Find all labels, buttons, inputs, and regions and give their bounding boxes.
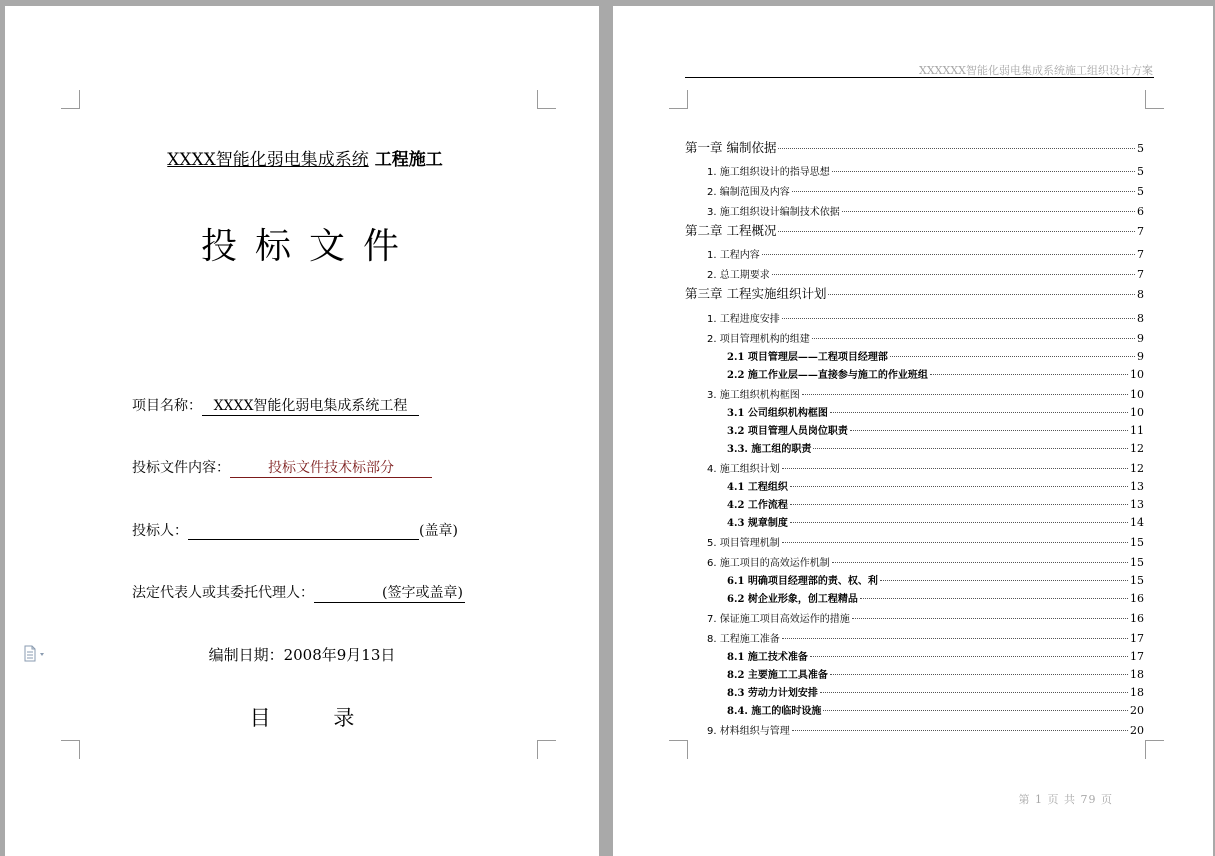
toc-entry-page: 18 <box>1130 686 1144 699</box>
bidder-field <box>132 520 458 540</box>
bidder-blank <box>188 523 419 540</box>
toc-entry-label: 3. 施工组织机构框图 <box>707 390 800 401</box>
toc-entry-label: 第一章 编制依据 <box>685 140 777 155</box>
toc-leader-dots <box>790 485 1128 487</box>
toc-entry[interactable] <box>707 266 1144 281</box>
toc-entry-page: 15 <box>1130 556 1144 569</box>
toc-entry-label: 7. 保证施工项目高效运作的措施 <box>707 614 850 625</box>
toc-entry-label: 第二章 工程概况 <box>685 223 777 238</box>
toc-entry[interactable] <box>727 422 1144 437</box>
toc-entry-page: 10 <box>1130 388 1144 401</box>
corner-mark-top-right <box>537 90 556 109</box>
toc-entry[interactable] <box>685 221 1144 239</box>
content-field <box>132 457 432 478</box>
toc-entry[interactable] <box>727 684 1144 699</box>
toc-entry-page: 8 <box>1137 312 1144 325</box>
toc-leader-dots <box>782 467 1128 469</box>
toc-leader-dots <box>772 273 1135 275</box>
toc-leader-dots <box>778 147 1135 149</box>
corner-mark-top-left <box>61 90 80 109</box>
toc-leader-dots <box>820 691 1128 693</box>
toc-leader-dots <box>830 673 1128 675</box>
toc-entry[interactable] <box>707 460 1144 475</box>
toc-entry[interactable] <box>727 514 1144 529</box>
cover-title-bold: 工程施工 <box>374 150 443 170</box>
toc-leader-dots <box>930 373 1128 375</box>
toc-entry-label: 2.1 项目管理层——工程项目经理部 <box>727 352 888 363</box>
toc-leader-dots <box>823 709 1128 711</box>
cover-title-underlined: XXXX智能化弱电集成系统 <box>167 150 369 170</box>
toc-entry[interactable] <box>727 478 1144 493</box>
toc-entry-label: 2. 编制范围及内容 <box>707 187 790 198</box>
corner-mark-bottom-right <box>537 740 556 759</box>
toc-leader-dots <box>832 561 1128 563</box>
project-name-label: 项目名称： <box>132 398 202 414</box>
toc-entry-label: 3.3. 施工组的职责 <box>727 444 812 455</box>
toc-entry-label: 5. 项目管理机制 <box>707 538 780 549</box>
toc-entry-label: 3. 施工组织设计编制技术依据 <box>707 207 840 218</box>
representative-blank <box>314 586 382 603</box>
toc-leader-dots <box>890 355 1135 357</box>
toc-entry[interactable] <box>727 572 1144 587</box>
document-icon[interactable] <box>23 645 49 663</box>
toc-leader-dots <box>792 729 1128 731</box>
toc-entry-page: 17 <box>1130 650 1144 663</box>
toc-entry-page: 20 <box>1130 704 1144 717</box>
project-name-value: XXXX智能化弱电集成系统工程 <box>202 395 419 416</box>
toc-entry[interactable] <box>707 163 1144 178</box>
toc-entry-label: 1. 工程进度安排 <box>707 314 780 325</box>
toc-entry-page: 7 <box>1137 225 1144 238</box>
toc-entry-label: 6. 施工项目的高效运作机制 <box>707 558 830 569</box>
toc-entry-page: 15 <box>1130 574 1144 587</box>
toc-entry-label: 4.3 规章制度 <box>727 518 788 529</box>
toc-leader-dots <box>852 617 1128 619</box>
toc-heading: 目 录 <box>249 706 383 730</box>
toc-entry-label: 4. 施工组织计划 <box>707 464 780 475</box>
toc-entry-label: 8.3 劳动力计划安排 <box>727 688 818 699</box>
corner-mark-bottom-left <box>61 740 80 759</box>
toc-entry-page: 15 <box>1130 536 1144 549</box>
toc-entry[interactable] <box>727 496 1144 511</box>
header-rule <box>685 77 1154 78</box>
toc-entry[interactable] <box>727 348 1144 363</box>
toc-entry[interactable] <box>727 440 1144 455</box>
toc-leader-dots <box>802 393 1128 395</box>
toc-entry[interactable] <box>707 330 1144 345</box>
toc-leader-dots <box>792 190 1135 192</box>
toc-entry-label: 4.1 工程组织 <box>727 482 788 493</box>
corner-mark-top-left <box>669 90 688 109</box>
toc-entry[interactable] <box>707 246 1144 261</box>
toc-entry[interactable] <box>685 284 1144 302</box>
toc-entry-page: 14 <box>1130 516 1144 529</box>
toc-entry-page: 20 <box>1130 724 1144 737</box>
toc-entry[interactable] <box>707 722 1144 737</box>
toc-leader-dots <box>790 503 1128 505</box>
toc-entry-page: 13 <box>1130 480 1144 493</box>
toc-entry-page: 11 <box>1130 424 1144 437</box>
toc-entry[interactable] <box>707 203 1144 218</box>
toc-entry-page: 5 <box>1137 142 1144 155</box>
toc-entry-page: 7 <box>1137 248 1144 261</box>
toc-leader-dots <box>830 411 1128 413</box>
toc-entry[interactable] <box>727 366 1144 381</box>
page-right <box>613 6 1213 856</box>
toc-entry-page: 16 <box>1130 612 1144 625</box>
toc-entry-label: 8. 工程施工准备 <box>707 634 780 645</box>
cover-title <box>5 145 599 170</box>
toc-entry[interactable] <box>727 404 1144 419</box>
representative-label: 法定代表人或其委托代理人： <box>132 585 314 601</box>
toc-entry-page: 16 <box>1130 592 1144 605</box>
page-left <box>5 6 599 856</box>
toc-entry-page: 5 <box>1137 165 1144 178</box>
corner-mark-bottom-left <box>669 740 688 759</box>
toc-entry-label: 2. 项目管理机构的组建 <box>707 334 810 345</box>
toc-entry-label: 6.2 树企业形象，创工程精品 <box>727 594 858 605</box>
representative-suffix: (签字或盖章) <box>382 582 465 603</box>
toc-entry[interactable] <box>707 554 1144 569</box>
toc-leader-dots <box>860 597 1128 599</box>
toc-entry[interactable] <box>707 310 1144 325</box>
toc-entry-label: 9. 材料组织与管理 <box>707 726 790 737</box>
toc-leader-dots <box>782 541 1128 543</box>
toc-leader-dots <box>762 253 1135 255</box>
toc-entry[interactable] <box>707 183 1144 198</box>
toc-leader-dots <box>812 337 1135 339</box>
toc-entry-page: 12 <box>1130 462 1144 475</box>
content-label: 投标文件内容： <box>132 460 230 476</box>
toc-entry[interactable] <box>727 702 1144 717</box>
toc-leader-dots <box>813 447 1128 449</box>
toc-entry-label: 8.4. 施工的临时设施 <box>727 706 822 717</box>
running-header: XXXXXX智能化弱电集成系统施工组织设计方案 <box>919 64 1153 77</box>
toc-leader-dots <box>880 579 1128 581</box>
toc-leader-dots <box>810 655 1128 657</box>
toc-entry-page: 10 <box>1130 406 1144 419</box>
toc-entry-page: 6 <box>1137 205 1144 218</box>
corner-mark-bottom-right <box>1145 740 1164 759</box>
toc-entry[interactable] <box>727 666 1144 681</box>
toc-entry-page: 9 <box>1137 332 1144 345</box>
toc-entry-label: 4.2 工作流程 <box>727 500 788 511</box>
toc-entry-label: 2.2 施工作业层——直接参与施工的作业班组 <box>727 370 928 381</box>
toc-entry[interactable] <box>707 630 1144 645</box>
toc-leader-dots <box>832 170 1135 172</box>
toc-leader-dots <box>782 637 1128 639</box>
toc-entry-page: 12 <box>1130 442 1144 455</box>
toc-entry[interactable] <box>727 648 1144 663</box>
bidder-label: 投标人： <box>132 523 188 539</box>
project-name-field <box>132 395 419 416</box>
toc-entry-page: 13 <box>1130 498 1144 511</box>
bidder-suffix: (盖章) <box>419 523 458 539</box>
compile-date: 编制日期：2008年9月13日 <box>208 646 396 664</box>
toc-entry-label: 第三章 工程实施组织计划 <box>685 286 827 301</box>
toc-entry[interactable] <box>707 534 1144 549</box>
toc-entry-page: 5 <box>1137 185 1144 198</box>
toc-leader-dots <box>782 317 1135 319</box>
toc-entry-label: 8.1 施工技术准备 <box>727 652 808 663</box>
main-title: 投标文件 <box>200 226 417 267</box>
toc-entry-label: 1. 工程内容 <box>707 250 760 261</box>
toc-entry-page: 17 <box>1130 632 1144 645</box>
toc-entry-page: 7 <box>1137 268 1144 281</box>
toc-entry-label: 3.1 公司组织机构框图 <box>727 408 828 419</box>
toc-entry-label: 3.2 项目管理人员岗位职责 <box>727 426 848 437</box>
toc-entry-page: 8 <box>1137 288 1144 301</box>
corner-mark-top-right <box>1145 90 1164 109</box>
toc-entry[interactable] <box>727 590 1144 605</box>
toc-leader-dots <box>850 429 1128 431</box>
content-value: 投标文件技术标部分 <box>230 457 432 478</box>
toc-entry[interactable] <box>707 386 1144 401</box>
toc-leader-dots <box>790 521 1128 523</box>
toc-entry[interactable] <box>707 610 1144 625</box>
toc-leader-dots <box>828 293 1135 295</box>
toc-entry[interactable] <box>685 138 1144 156</box>
representative-field <box>132 582 465 603</box>
toc-leader-dots <box>842 210 1135 212</box>
toc-entry-label: 2. 总工期要求 <box>707 270 770 281</box>
toc-entry-label: 6.1 明确项目经理部的责、权、利 <box>727 576 878 587</box>
toc-entry-page: 9 <box>1137 350 1144 363</box>
toc-leader-dots <box>778 230 1135 232</box>
toc-entry-page: 10 <box>1130 368 1144 381</box>
page-footer: 第 1 页 共 79 页 <box>1018 793 1113 806</box>
toc-entry-page: 18 <box>1130 668 1144 681</box>
toc-entry-label: 8.2 主要施工工具准备 <box>727 670 828 681</box>
toc-entry-label: 1. 施工组织设计的指导思想 <box>707 167 830 178</box>
